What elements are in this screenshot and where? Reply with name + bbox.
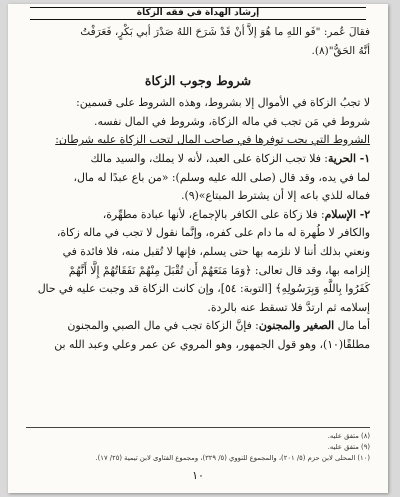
islam-line-3: ونعني بذلك أننا لا نلزمه بها حتى يسلم، فإنها لا تُقبل منه، فلا فائدة في	[62, 244, 370, 258]
islam-line-6: إسلامه ثم ارتدَّ فلا تسقط عنه بالردة.	[207, 300, 370, 314]
islam-line-2: والكافر لا طُهرة له ما دام على كفره، وإنَّما نقول لا تجب في ماله زكاة،	[56, 226, 370, 240]
quote-line-1: فقالَ عُمر: "فَو اللهِ ما هُوَ إلاَّ أنْ قَدْ شَرَحَ اللهُ صَدْرَ أبي بَكْرٍ، فَعَرَفْتُ	[80, 26, 370, 38]
running-header-title: إرشاد الهداة في فقه الزكاة	[136, 8, 260, 18]
freedom-text-1: : فلا تجب الزكاة على العبد، لأنه لا يملك، والسيد مالك	[90, 151, 328, 165]
page-number: ١٠	[192, 469, 204, 482]
islam-line-1	[26, 206, 370, 225]
minor-prefix: أما مال	[334, 319, 370, 333]
islam-label: ٢- الإسلام	[324, 207, 370, 221]
owner-conditions-heading-text: الشروط التي يجب توفرها في صاحب المال لتجب الزكاة عليه شرطان:	[55, 133, 370, 147]
page-body	[26, 23, 370, 355]
intro-line-2: شروط في مَن تجب في ماله الزكاة، وشروط في المال نفسه.	[94, 114, 370, 128]
freedom-line-1	[26, 150, 370, 169]
book-page	[8, 4, 388, 493]
freedom-line-2: لما في يده، وقد قال (صلى الله عليه وسلم): «من باع عبدًا له مال،	[73, 170, 370, 184]
quote-line-2: أنَّهُ الحَقُّ"(٨).	[311, 44, 370, 57]
minor-line-1	[26, 317, 370, 336]
minor-text-1: : فإنَّ الزكاة تجب في مال الصبي والمجنون	[67, 319, 259, 333]
footnotes	[26, 427, 370, 464]
islam-line-5: كَفَرُوا بِاللَّهِ وَبِرَسُولِهِ﴾ [التوبة: ٥٤]، وإن كانت الزكاة قد وجبت عليه في حال	[37, 282, 370, 296]
minor-line-2: مطلقًا(١٠)، وهو قول الجمهور، وهو المروي عن عمر وعلي وعبد الله بن	[54, 337, 370, 351]
islam-text-1: : فلا زكاة على الكافر بالإجماع، لأنها عبادة مطهِّرة،	[102, 207, 325, 221]
section-title: شروط وجوب الزكاة	[144, 73, 252, 89]
footnote-8: (٨) متفق عليه.	[327, 432, 370, 440]
owner-conditions-heading	[26, 131, 370, 150]
intro-line-1: لا تجبُ الزكاة في الأموال إلا بشروط، وهذه الشروط على قسمين:	[76, 96, 370, 110]
freedom-line-3: فماله للذي باعه إلا أن يشترط المبتاع»(٩).	[181, 189, 370, 203]
footnote-10: (١٠) المحلى لابن حزم (٥/ ٢٠١)، والمجموع للنووي (٥/ ٣٢٩)، ومجموع الفتاوى لابن تيمية (٢٥/ ١٧).	[95, 454, 370, 462]
minor-label: الصغير والمجنون	[258, 319, 335, 333]
footnote-9: (٩) متفق عليه.	[327, 443, 370, 451]
islam-line-4: إلزامه بها، وقد قال تعالى: ﴿وَمَا مَنَعَهُمْ أَن تُقْبَلَ مِنْهُمْ نَفَقَاتُهُمْ إِلَّا أَنَّهُمْ	[68, 263, 370, 277]
freedom-label: ١- الحرية	[327, 151, 370, 165]
running-header	[30, 7, 366, 20]
